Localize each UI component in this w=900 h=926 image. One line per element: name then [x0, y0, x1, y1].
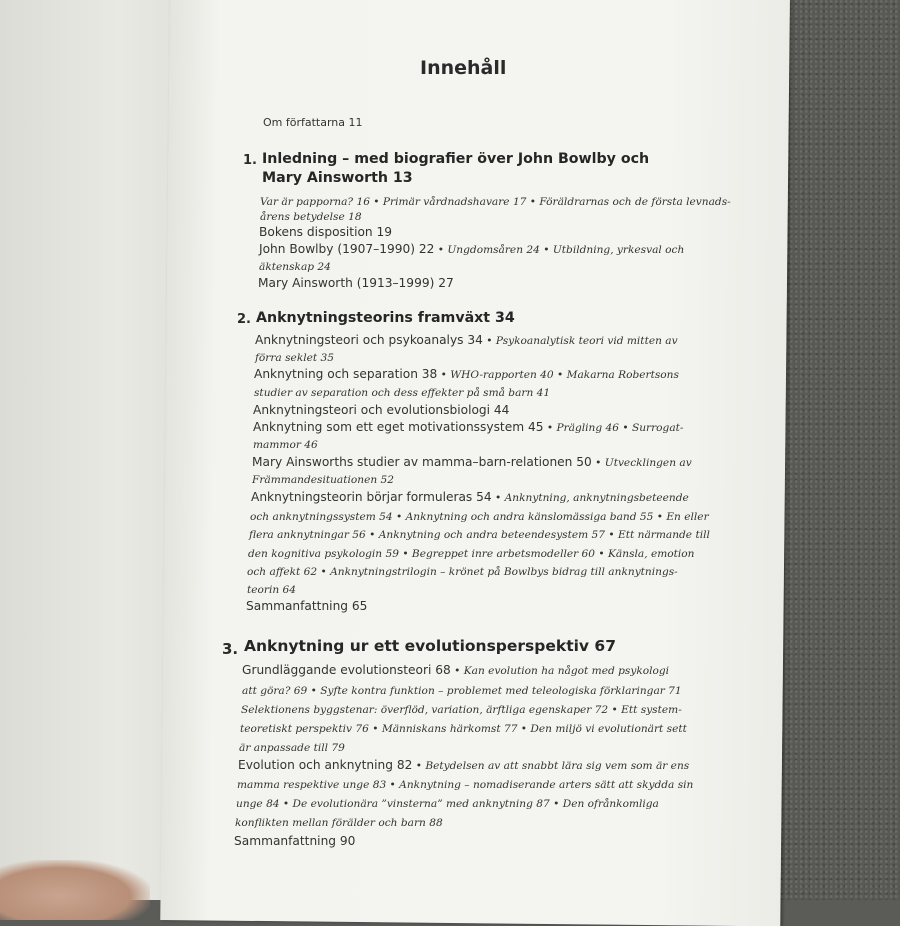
toc-line: konflikten mellan förälder och barn 88 [235, 817, 443, 829]
chapter-number: 3. [222, 640, 239, 658]
toc-line: Bokens disposition 19 [259, 225, 393, 239]
toc-line: att göra? 69 • Syfte kontra funktion – problemet med teleologiska förklaringar 71 [242, 685, 682, 697]
chapter-title: Mary Ainsworth 13 [262, 170, 413, 186]
toc-line: Mary Ainsworths studier av mamma–barn-relationen 50 • Utvecklingen av [252, 455, 692, 469]
toc-line: Evolution och anknytning 82 • Betydelsen av att snabbt lära sig vem som är ens [238, 758, 690, 772]
toc-line: Var är papporna? 16 • Primär vårdnadshavare 17 • Föräldrarnas och de första levnads- [260, 196, 731, 208]
toc-line: teorin 64 [247, 584, 297, 596]
toc-line: Mary Ainsworth (1913–1999) 27 [258, 276, 454, 290]
toc-line: Anknytningsteorin börjar formuleras 54 • Anknytning, anknytningsbeteende [251, 490, 689, 504]
toc-line: och anknytningssystem 54 • Anknytning och andra känslomässiga band 55 • En eller [250, 511, 709, 523]
toc-line: John Bowlby (1907–1990) 22 • Ungdomsåren 24 • Utbildning, yrkesval och [259, 242, 685, 256]
toc-line: Sammanfattning 65 [246, 599, 368, 613]
toc-entry-about-authors: Om författarna 11 [263, 116, 363, 129]
toc-line: mamma respektive unge 83 • Anknytning – nomadiserande arters sätt att skydda sin [237, 779, 694, 791]
chapter-title: Anknytningsteorins framväxt 34 [256, 310, 515, 326]
toc-line: teoretiskt perspektiv 76 • Människans härkomst 77 • Den miljö vi evolutionärt sett [240, 723, 687, 735]
page-title: Innehåll [420, 57, 507, 79]
toc-line: och affekt 62 • Anknytningstrilogin – krönet på Bowlbys bidrag till anknytnings- [247, 566, 678, 578]
toc-line: Främmandesituationen 52 [252, 474, 395, 486]
toc-line: Selektionens byggstenar: överflöd, variation, ärftliga egenskaper 72 • Ett system- [241, 704, 682, 716]
toc-line: Anknytning som ett eget motivationssystem 45 • Prägling 46 • Surrogat- [253, 420, 684, 434]
toc-line: Anknytning och separation 38 • WHO-rapporten 40 • Makarna Robertsons [254, 367, 679, 381]
toc-line: unge 84 • De evolutionära ”vinsterna” med anknytning 87 • Den ofrånkomliga [236, 798, 659, 810]
chapter-number: 2. [237, 312, 251, 327]
chapter-title: Inledning – med biografier över John Bowlby och [262, 151, 650, 167]
toc-line: Grundläggande evolutionsteori 68 • Kan evolution ha något med psykologi [242, 663, 670, 677]
toc-line: studier av separation och dess effekter på små barn 41 [254, 387, 551, 399]
toc-line: flera anknytningar 56 • Anknytning och andra beteendesystem 57 • Ett närmande till [249, 529, 710, 541]
toc-line: Sammanfattning 90 [234, 834, 356, 848]
toc-line: årens betydelse 18 [260, 211, 362, 223]
toc-line: Anknytningsteori och psykoanalys 34 • Psykoanalytisk teori vid mitten av [255, 333, 678, 347]
toc-line: mammor 46 [253, 439, 318, 451]
chapter-title: Anknytning ur ett evolutionsperspektiv 67 [244, 637, 616, 655]
toc-line: den kognitiva psykologin 59 • Begreppet inre arbetsmodeller 60 • Känsla, emotion [248, 548, 695, 560]
toc-line: förra seklet 35 [255, 352, 334, 364]
toc-line: Anknytningsteori och evolutionsbiologi 44 [253, 403, 510, 417]
toc-line: äktenskap 24 [259, 261, 331, 273]
chapter-number: 1. [243, 153, 257, 168]
toc-line: är anpassade till 79 [239, 742, 345, 754]
